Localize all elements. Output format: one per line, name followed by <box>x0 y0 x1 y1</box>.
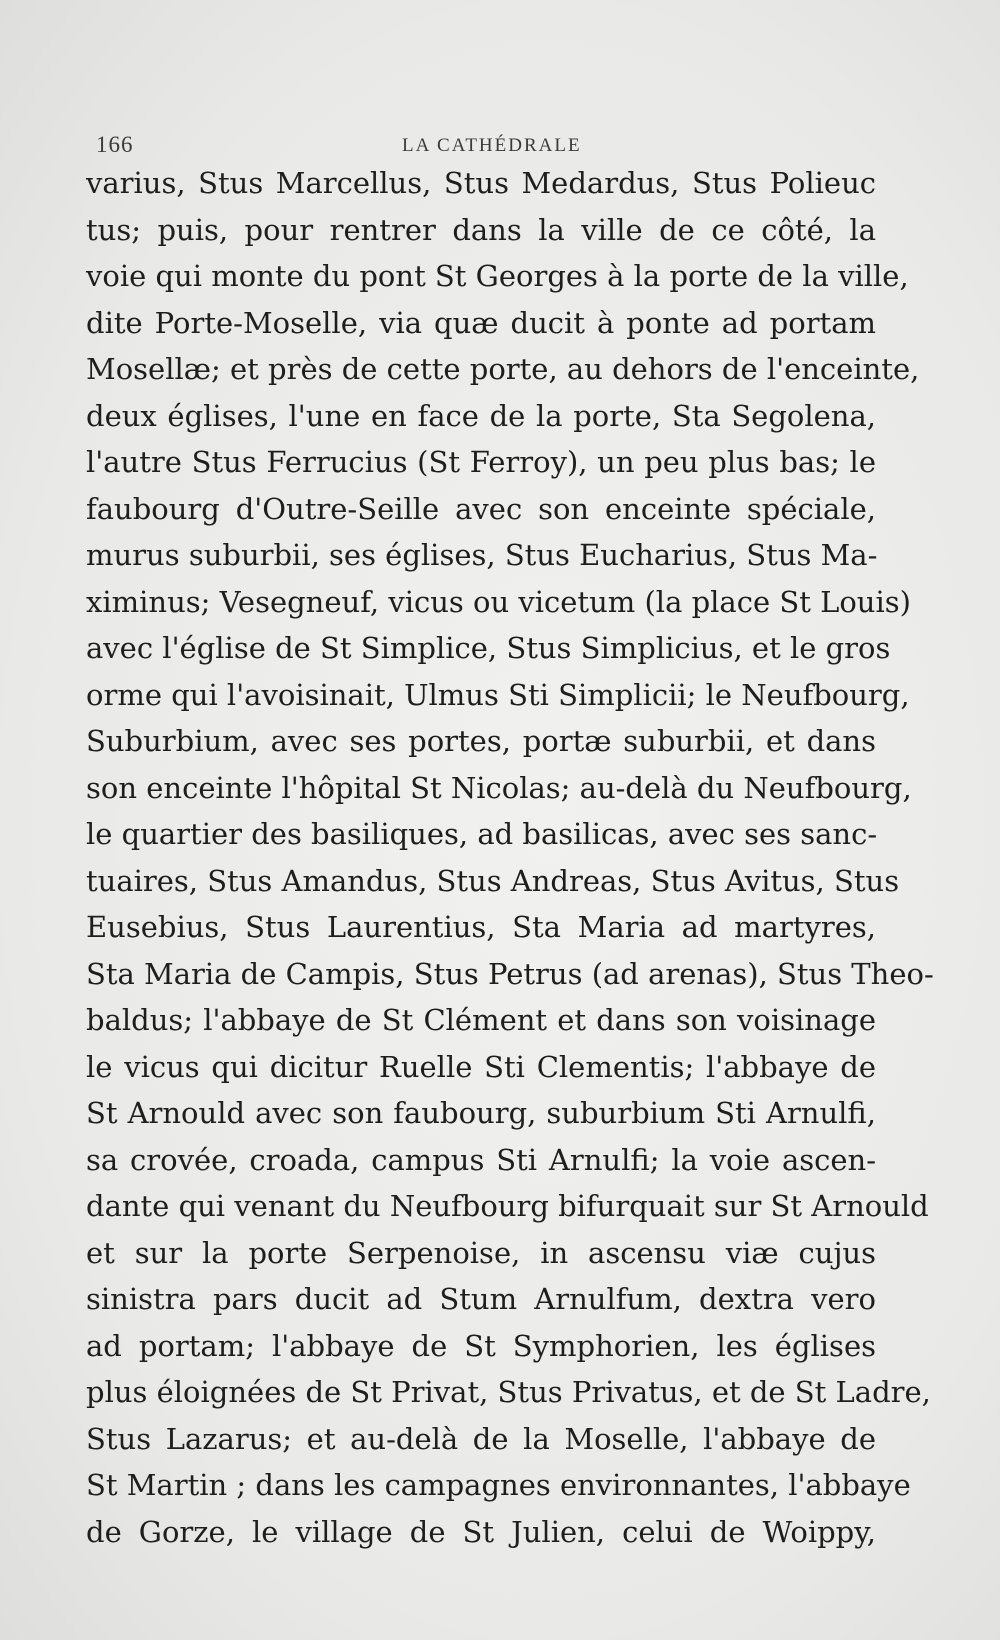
text-line: Mosellæ; et près de cette porte, au dehors de l'enceinte, <box>86 352 920 386</box>
text-line: voie qui monte du pont St Georges à la porte de la ville, <box>86 259 909 293</box>
text-line: baldus; l'abbaye de St Clément et dans son voisinage <box>86 1003 876 1037</box>
text-line: ximinus; Vesegneuf, vicus ou vicetum (la place St Louis) <box>86 584 911 619</box>
text-line: le vicus qui dicitur Ruelle Sti Clementis; l'abbaye de <box>86 1049 876 1084</box>
text-line: St Martin ; dans les campagnes environnantes, l'abbaye <box>86 1468 911 1502</box>
text-line: sa crovée, croada, campus Sti Arnulfi; la voie ascen- <box>86 1142 876 1177</box>
text-line: le quartier des basiliques, ad basilicas, avec ses sanc- <box>86 817 878 851</box>
page-number: 166 <box>96 132 134 157</box>
text-line: Suburbium, avec ses portes, portæ suburbii, et dans <box>86 724 876 758</box>
text-line: tus; puis, pour rentrer dans la ville de ce côté, la <box>86 212 876 247</box>
page-header <box>96 132 896 158</box>
text-line: sinistra pars ducit ad Stum Arnulfum, dextra vero <box>86 1282 876 1316</box>
text-line: St Arnould avec son faubourg, suburbium Sti Arnulfi, <box>86 1096 876 1130</box>
text-line: Eusebius, Stus Laurentius, Sta Maria ad martyres, <box>86 910 876 944</box>
text-line: orme qui l'avoisinait, Ulmus Sti Simplicii; le Neufbourg, <box>86 677 910 712</box>
text-line: Stus Lazarus; et au-delà de la Moselle, l'abbaye de <box>86 1421 876 1456</box>
text-line: avec l'église de St Simplice, Stus Simplicius, et le gros <box>86 631 891 665</box>
text-line: Sta Maria de Campis, Stus Petrus (ad arenas), Stus Theo- <box>86 956 934 991</box>
text-line: l'autre Stus Ferrucius (St Ferroy), un peu plus bas; le <box>86 445 876 479</box>
text-line: deux églises, l'une en face de la porte, Sta Segolena, <box>86 398 876 433</box>
text-line: ad portam; l'abbaye de St Symphorien, les églises <box>86 1328 876 1363</box>
text-line: de Gorze, le village de St Julien, celui de Woippy, <box>86 1514 876 1549</box>
text-line: murus suburbii, ses églises, Stus Eucharius, Stus Ma- <box>86 538 878 572</box>
text-line: tuaires, Stus Amandus, Stus Andreas, Stus Avitus, Stus <box>86 863 900 898</box>
text-line: faubourg d'Outre-Seille avec son enceinte spéciale, <box>86 491 876 526</box>
text-line: dite Porte-Moselle, via quæ ducit à ponte ad portam <box>86 305 876 340</box>
body-text <box>86 160 934 1555</box>
text-line: dante qui venant du Neufbourg bifurquait sur St Arnould <box>86 1189 929 1223</box>
running-title: LA CATHÉDRALE <box>402 135 582 156</box>
text-line: varius, Stus Marcellus, Stus Medardus, Stus Polieuc <box>86 166 876 200</box>
text-line: plus éloignées de St Privat, Stus Privatus, et de St Ladre, <box>86 1375 931 1409</box>
text-line: et sur la porte Serpenoise, in ascensu viæ cujus <box>86 1235 876 1270</box>
text-line: son enceinte l'hôpital St Nicolas; au-delà du Neufbourg, <box>86 770 912 805</box>
